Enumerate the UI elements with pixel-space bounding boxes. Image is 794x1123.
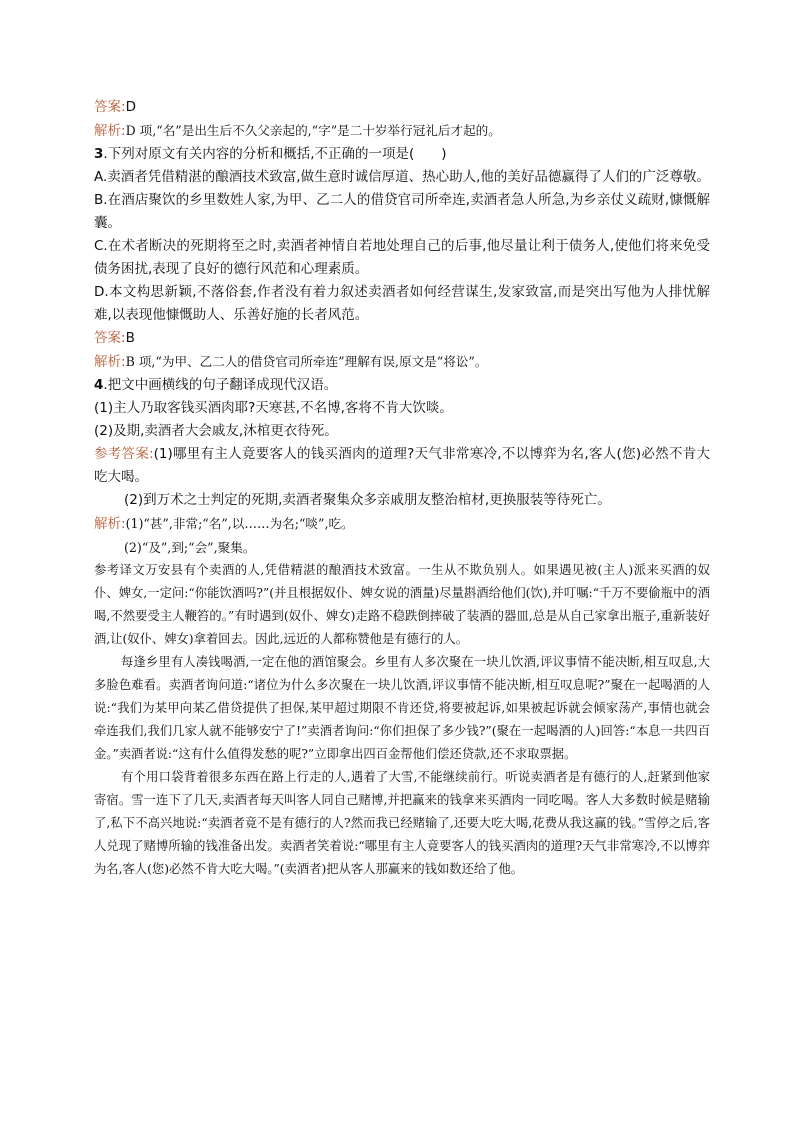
reference-answer-label: 参考答案: [94, 446, 154, 462]
analysis-text-1: (1)“甚”,非常;“名”,以……为名;“啖”,吃。 [125, 516, 354, 531]
analysis-line [94, 119, 710, 143]
question-3-text: .下列对原文有关内容的分析和概括,不正确的一项是( ) [103, 146, 447, 162]
option-a: A.卖酒者凭借精湛的酿酒技术致富,做生意时诚信厚道、热心助人,他的美好品德赢得了人们的广泛尊敬。 [94, 169, 710, 185]
question-3-stem [94, 143, 710, 166]
option-d: D.本文构思新颖,不落俗套,作者没有着力叙述卖酒者如何经营谋生,发家致富,而是突出写他为人排忧解难,以表现他慷慨助人、乐善好施的长者风范。 [94, 284, 710, 323]
document-page [94, 96, 710, 881]
question-4-number: 4 [94, 377, 104, 393]
option-b: B.在酒店聚饮的乡里数姓人家,为甲、乙二人的借贷官司所牵连,卖酒者急人所急,为乡亲仗义疏财,慷慨解囊。 [94, 192, 710, 231]
reference-answer-2: (2)到万术之士判定的死期,卖酒者聚集众多亲戚朋友整治棺材,更换服装等待死亡。 [124, 492, 611, 508]
question-3-analysis-line [94, 350, 710, 374]
answer-line [94, 96, 710, 119]
answer-label: 答案: [94, 99, 126, 115]
option-c: C.在术者断决的死期将至之时,卖酒者神情自若地处理自己的后事,他尽量让利于债务人,使他们将来免受债务困扰,表现了良好的德行风范和心理素质。 [94, 238, 710, 277]
question-4-text: .把文中画横线的句子翻译成现代汉语。 [103, 377, 338, 393]
sentence-1: (1)主人乃取客钱买酒肉耶?天寒甚,不名博,客将不肯大饮啖。 [94, 400, 453, 416]
analysis-label: 解析: [94, 123, 126, 139]
answer-value: B [125, 330, 135, 346]
analysis-label: 解析: [94, 354, 126, 370]
translation-paragraph-2: 每逢乡里有人凑钱喝酒,一定在他的酒馆聚会。乡里有人多次聚在一块儿饮酒,评议事情不能决断,相互叹息,大多脸色难看。卖酒者询问道:“诸位为什么多次聚在一块儿饮酒,评议事情不能决断,相互叹息呢?”聚在一起喝酒的人说:“我们为某甲向某乙借贷提供了担保,某甲超过期限不肯还贷,将要被起诉,如果被起诉就会倾家荡产,事情也就会牵连我们,我们几家人就不能够安宁了!”卖酒者询问:“你们担保了多少钱?”(聚在一起喝酒的人)回答:“本息一共四百金。”卖酒者说:“这有什么值得发愁的呢?”立即拿出四百金帮他们偿还贷款,还不求取票据。 [94, 655, 710, 761]
translation-paragraph-3: 有个用口袋背着很多东西在路上行走的人,遇着了大雪,不能继续前行。听说卖酒者是有德行的人,赶紧到他家寄宿。雪一连下了几天,卖酒者每天叫客人同自己赌博,并把赢来的钱拿来买酒肉一同吃喝。客人大多数时候是赌输了,私下不高兴地说:“卖酒者竟不是有德行的人?然而我已经赌输了,还要大吃大喝,花费从我这赢的钱。”雪停之后,客人兑现了赌博所输的钱准备出发。卖酒者笑着说:“哪里有主人竟要客人的钱买酒肉的道理?天气非常寒冷,不以博弈为名,客人(您)必然不肯大吃大喝。”(卖酒者)把从客人那赢来的钱如数还给了他。 [94, 770, 710, 876]
question-4-stem [94, 374, 710, 397]
analysis-text: D 项,“名”是出生后不久父亲起的,“字”是二十岁举行冠礼后才起的。 [125, 123, 501, 138]
answer-value: D [125, 99, 136, 115]
analysis-text: B 项,“为甲、乙二人的借贷官司所牵连”理解有误,原文是“将讼”。 [125, 354, 488, 369]
sentence-2: (2)及期,卖酒者大会戚友,沐棺更衣待死。 [94, 423, 338, 439]
translation-paragraph-1: 参考译文万安县有个卖酒的人,凭借精湛的酿酒技术致富。一生从不欺负别人。如果遇见被(主人)派来买酒的奴仆、婢女,一定问:“你能饮酒吗?”(并且根据奴仆、婢女说的酒量)尽量斟酒给他们(饮),并叮嘱:“千万不要偷瓶中的酒喝,不然要受主人鞭笞的。”有时遇到(奴仆、婢女)走路不稳跌倒摔破了装酒的器皿,总是从自己家拿出瓶子,重新装好酒,让(奴仆、婢女)拿着回去。因此,远近的人都称赞他是有德行的人。 [94, 563, 710, 646]
question-3-answer-line [94, 327, 710, 350]
question-4-analysis-line-1 [94, 512, 710, 536]
analysis-label: 解析: [94, 516, 126, 532]
question-3-number: 3 [94, 146, 104, 162]
reference-answer-1 [94, 443, 710, 489]
reference-answer-text-1: (1)哪里有主人竟要客人的钱买酒肉的道理?天气非常寒冷,不以博弈为名,客人(您)必然不肯大吃大喝。 [94, 446, 710, 485]
answer-label: 答案: [94, 330, 126, 346]
question-4-analysis-line-2: (2)“及”,到;“会”,聚集。 [124, 540, 256, 555]
